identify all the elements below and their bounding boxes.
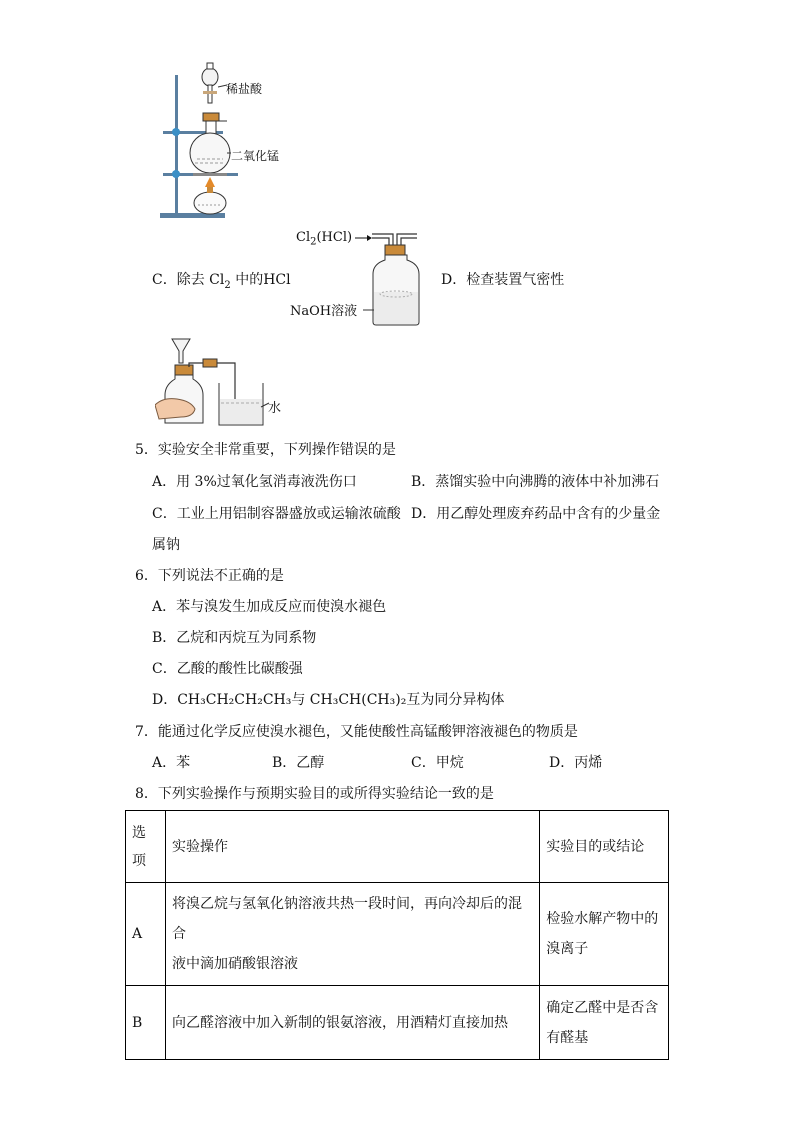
row-operation: 将溴乙烷与氢氧化钠溶液共热一段时间，再向冷却后的混合 液中滴加硝酸银溶液 xyxy=(165,883,539,986)
row-option: A xyxy=(126,883,166,986)
label-dilute-hcl: 稀盐酸 xyxy=(226,82,263,96)
q5-option-c: C．工业上用铝制容器盛放或运输浓硫酸 xyxy=(152,506,401,522)
q5-option-d-continued: 属钠 xyxy=(152,537,180,553)
q5-option-b: B．蒸馏实验中向沸腾的液体中补加沸石 xyxy=(411,474,660,490)
row-conclusion: 确定乙醛中是否含 有醛基 xyxy=(540,986,669,1060)
q5-option-a: A．用 3%过氧化氢消毒液洗伤口 xyxy=(152,474,357,490)
q8-table xyxy=(125,810,669,1060)
table-row xyxy=(126,986,669,1060)
q7-option-b: B．乙醇 xyxy=(272,755,325,771)
label-manganese-dioxide: 二氧化锰 xyxy=(231,149,280,163)
row-operation: 向乙醛溶液中加入新制的银氨溶液，用酒精灯直接加热 xyxy=(165,986,539,1060)
header-conclusion: 实验目的或结论 xyxy=(540,811,669,883)
header-option: 选 项 xyxy=(126,811,166,883)
header-operation: 实验操作 xyxy=(165,811,539,883)
airtightness-check-apparatus xyxy=(155,335,275,430)
label-water: 水 xyxy=(268,401,282,416)
label-naoh-solution: NaOH溶液 xyxy=(290,304,358,319)
q6-option-c: C．乙酸的酸性比碳酸强 xyxy=(152,661,303,677)
q7-stem: 7．能通过化学反应使溴水褪色，又能使酸性高锰酸钾溶液褪色的物质是 xyxy=(135,724,578,740)
gas-washing-bottle xyxy=(345,228,435,328)
row-conclusion: 检验水解产物中的 溴离子 xyxy=(540,883,669,986)
q4-option-d: D．检查装置气密性 xyxy=(441,272,565,288)
q7-option-c: C．甲烷 xyxy=(411,755,464,771)
q7-option-a: A．苯 xyxy=(152,755,191,771)
row-option: B xyxy=(126,986,166,1060)
q6-option-b: B．乙烷和丙烷互为同系物 xyxy=(152,630,317,646)
table-header-row xyxy=(126,811,669,883)
q7-option-d: D．丙烯 xyxy=(549,755,603,771)
label-cl2-hcl: $Cl_2(HCl)$ xyxy=(296,230,353,248)
q5-stem: 5．实验安全非常重要，下列操作错误的是 xyxy=(135,442,396,458)
q6-stem: 6．下列说法不正确的是 xyxy=(135,568,284,584)
q6-option-d: D．CH₃CH₂CH₂CH₃与 CH₃CH(CH₃)₂互为同分异构体 xyxy=(152,692,505,708)
table-row xyxy=(126,883,669,986)
q6-option-a: A．苯与溴发生加成反应而使溴水褪色 xyxy=(152,599,387,615)
q4-option-c: C．除去 $Cl_2$ 中的HCl xyxy=(152,272,291,291)
q8-stem: 8．下列实验操作与预期实验目的或所得实验结论一致的是 xyxy=(135,786,494,802)
q5-option-d: D．用乙醇处理废弃药品中含有的少量金 xyxy=(411,506,661,522)
chlorine-generator-apparatus xyxy=(155,55,295,220)
